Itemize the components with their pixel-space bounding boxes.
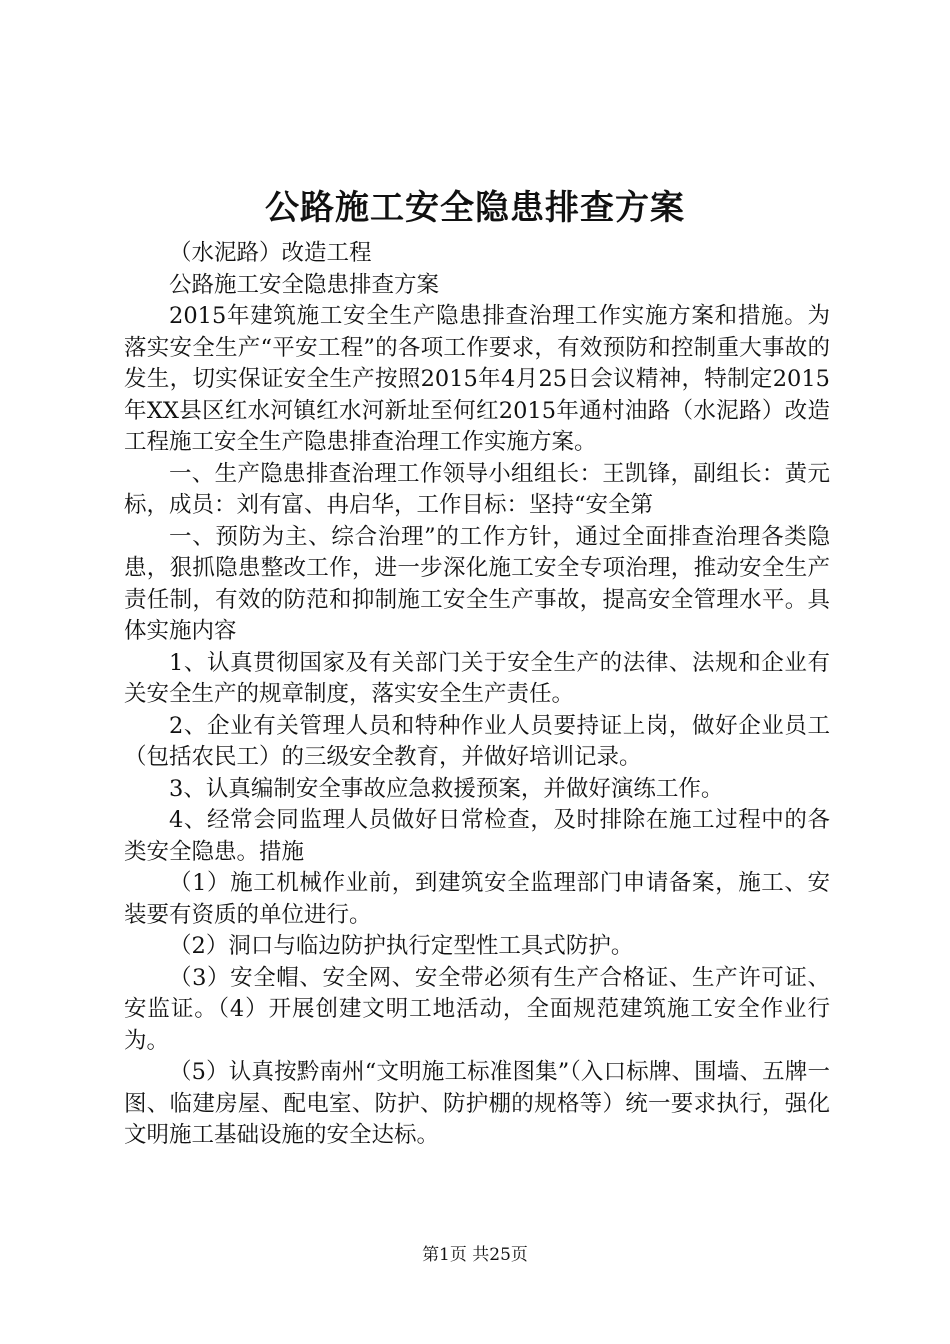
document-body [124,238,830,1152]
paragraph: 4、经常会同监理人员做好日常检查，及时排除在施工过程中的各类安全隐患。措施 [124,807,830,865]
paragraph: （3）安全帽、安全网、安全带必须有生产合格证、生产许可证、安监证。（4）开展创建文明工地活动，全面规范建筑施工安全作业行为。 [124,964,830,1054]
paragraph: 公路施工安全隐患排查方案 [169,271,440,298]
paragraph: 2015年建筑施工安全生产隐患排查治理工作实施方案和措施。为落实安全生产“平安工程”的各项工作要求，有效预防和控制重大事故的发生，切实保证安全生产按照2015年4月25日会议精神，特制定2015年XX县区红水河镇红水河新址至何红2015年通村油路（水泥路）改造工程施工安全生产隐患排查治理工作实施方案。 [124,303,830,455]
paragraph: 一、生产隐患排查治理工作领导小组组长：王凯锋，副组长：黄元标，成员：刘有富、冉启华，工作目标：坚持“安全第 [124,460,830,518]
paragraph: （5）认真按黔南州“文明施工标准图集”（入口标牌、围墙、五牌一图、临建房屋、配电室、防护、防护棚的规格等）统一要求执行，强化文明施工基础设施的安全达标。 [124,1059,830,1148]
paragraph: （水泥路）改造工程 [169,240,372,266]
paragraph: （2）洞口与临边防护执行定型性工具式防护。 [169,933,634,959]
page-footer: 第1页 共25页 [422,1245,528,1265]
document-title: 公路施工安全隐患排查方案 [265,188,685,228]
paragraph: 3、认真编制安全事故应急救援预案，并做好演练工作。 [169,775,724,802]
paragraph: （1）施工机械作业前，到建筑安全监理部门申请备案，施工、安装要有资质的单位进行。 [124,870,830,928]
paragraph: 2、企业有关管理人员和特种作业人员要持证上岗，做好企业员工（包括农民工）的三级安全教育，并做好培训记录。 [124,712,830,770]
paragraph: 1、认真贯彻国家及有关部门关于安全生产的法律、法规和企业有关安全生产的规章制度，落实安全生产责任。 [124,649,830,707]
paragraph: 一、预防为主、综合治理”的工作方针，通过全面排查治理各类隐患，狠抓隐患整改工作，进一步深化施工安全专项治理，推动安全生产责任制，有效的防范和抑制施工安全生产事故，提高安全管理水平。具体实施内容 [124,523,830,644]
